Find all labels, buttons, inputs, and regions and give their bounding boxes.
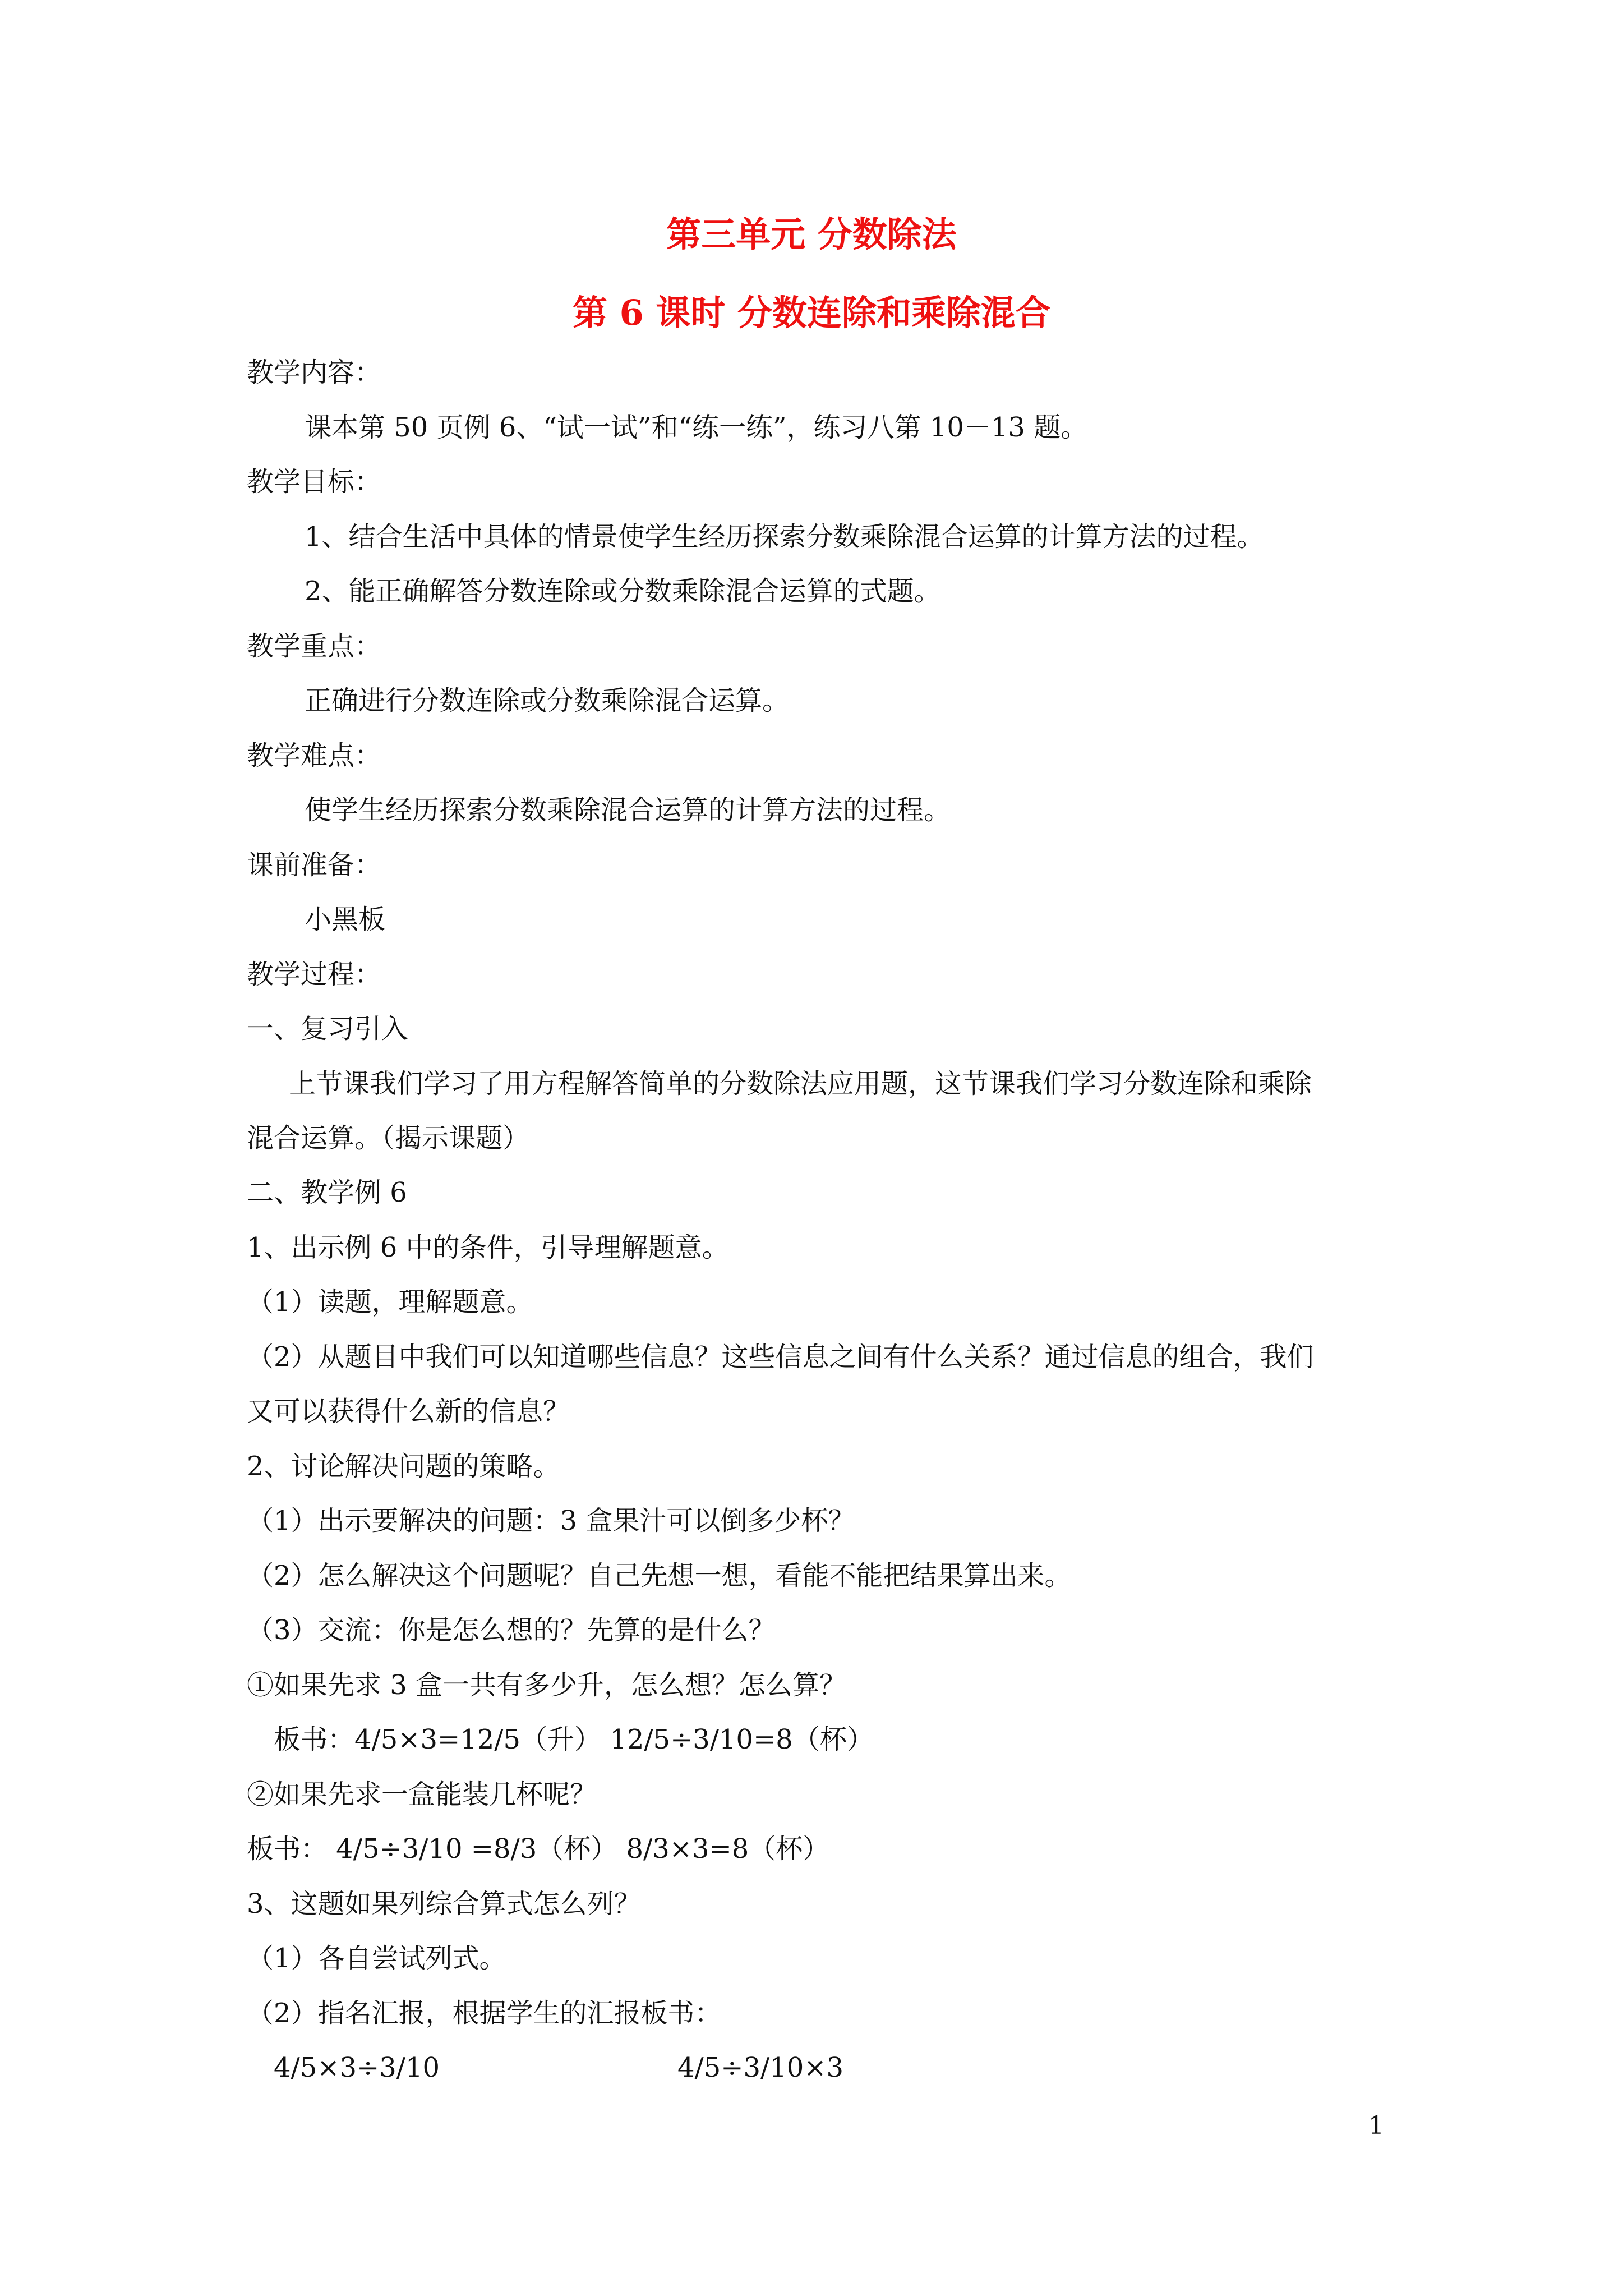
section-heading-key-points: 教学重点：	[247, 631, 382, 662]
step-review-heading: 一、复习引入	[247, 1013, 409, 1045]
preparation-text: 小黑板	[305, 904, 386, 935]
example-step-2-3: （3）交流：你是怎么想的？先算的是什么？	[247, 1614, 776, 1646]
method-one-board: 板书：4/5×3=12/5（升） 12/5÷3/10=8（杯）	[274, 1724, 874, 1755]
step-example-heading: 二、教学例 6	[247, 1177, 407, 1208]
method-one-question: ①如果先求 3 盒一共有多少升，怎么想？怎么算？	[247, 1669, 847, 1701]
section-heading-preparation: 课前准备：	[247, 849, 382, 881]
content-text: 课本第 50 页例 6、“试一试”和“练一练”，练习八第 10－13 题。	[305, 412, 1088, 443]
method-two-board: 板书： 4/5÷3/10 =8/3（杯） 8/3×3=8（杯）	[247, 1833, 830, 1865]
section-heading-goals: 教学目标：	[247, 466, 382, 498]
lesson-title: 第 6 课时 分数连除和乘除混合	[573, 292, 1050, 333]
section-heading-difficulties: 教学难点：	[247, 740, 382, 771]
example-step-1-1: （1）读题，理解题意。	[247, 1286, 533, 1318]
unit-title: 第三单元 分数除法	[666, 214, 957, 255]
page-number: 1	[1368, 2111, 1384, 2140]
example-step-3-2: （2）指名汇报，根据学生的汇报板书：	[247, 1998, 722, 2029]
example-step-1-2-line-1: （2）从题目中我们可以知道哪些信息？这些信息之间有什么关系？通过信息的组合，我们	[247, 1341, 1314, 1373]
difficulties-text: 使学生经历探索分数乘除混合运算的计算方法的过程。	[305, 794, 951, 826]
review-text-line-1: 上节课我们学习了用方程解答简单的分数除法应用题，这节课我们学习分数连除和乘除	[289, 1068, 1312, 1099]
example-step-2: 2、讨论解决问题的策略。	[247, 1451, 560, 1482]
method-two-question: ②如果先求一盒能装几杯呢？	[247, 1779, 597, 1810]
goal-1: 1、结合生活中具体的情景使学生经历探索分数乘除混合运算的计算方法的过程。	[305, 521, 1264, 553]
combined-formula-1: 4/5×3÷3/10	[274, 2052, 440, 2083]
example-step-3: 3、这题如果列综合算式怎么列？	[247, 1888, 641, 1920]
example-step-1-2-line-2: 又可以获得什么新的信息？	[247, 1396, 570, 1427]
example-step-1: 1、出示例 6 中的条件，引导理解题意。	[247, 1232, 729, 1263]
goal-2: 2、能正确解答分数连除或分数乘除混合运算的式题。	[305, 576, 941, 607]
key-points-text: 正确进行分数连除或分数乘除混合运算。	[305, 685, 790, 716]
review-text-line-2: 混合运算。（揭示课题）	[247, 1122, 530, 1154]
section-heading-content: 教学内容：	[247, 357, 382, 388]
section-heading-process: 教学过程：	[247, 959, 382, 990]
example-step-3-1: （1）各自尝试列式。	[247, 1943, 506, 1974]
example-step-2-2: （2）怎么解决这个问题呢？自己先想一想，看能不能把结果算出来。	[247, 1560, 1072, 1591]
combined-formula-2: 4/5÷3/10×3	[677, 2052, 844, 2083]
example-step-2-1: （1）出示要解决的问题：3 盒果汁可以倒多少杯？	[247, 1505, 855, 1536]
